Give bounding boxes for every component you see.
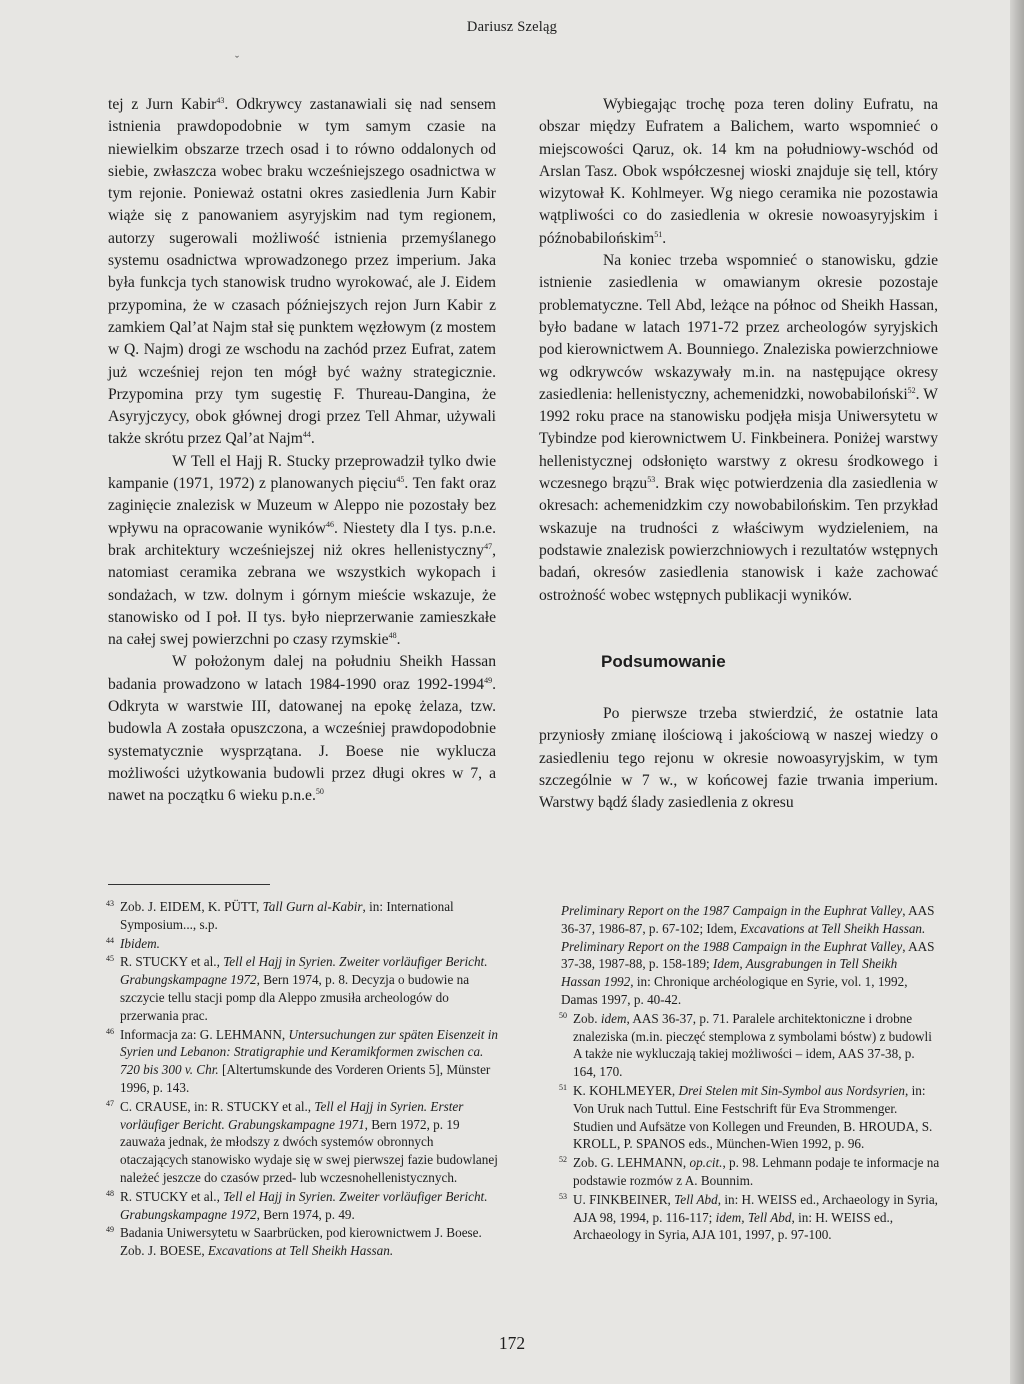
footnote-number: 44 [106,935,114,945]
text-run: . [662,229,667,247]
text-run: . Brak więc potwierdzenia dla zasiedlenia w okresach: achemenidzkim czy nowobabilońskim. Ten przykład wskazuje na trudności z właściwym wydzieleniem, na podstawie znalezisk powierzchniowych i rezultatów wstępnych badań, okresów zasiedlenia stanowisk i każe zachować ostrożność wobec wstępnych publikacji wyników. [539,475,938,604]
footnotes-left [108,898,498,1261]
text-run: . [310,430,315,448]
text-run: R. STUCKY et al., [120,1188,224,1204]
italic-title: Excavations at Tell Sheikh Hassan. [207,1243,394,1259]
footnotes-right [561,902,940,1245]
text-run: tej z Jurn Kabir [108,96,217,113]
footnote-number: 43 [106,899,114,908]
footnote [108,935,498,953]
text-run: , in: Von Uruk nach Tuttul. Eine Festschrift für Eva Strommenger. Studien und Aufsätze von Kollegen und Freunden, B. HROUDA, S. KROLL, P. SPANOS eds., München-Wien 1992, p. 96. [573,1082,933,1152]
paragraph [108,451,496,652]
paragraph [108,651,496,807]
section-heading: Podsumowanie [601,651,726,671]
text-run: , natomiast ceramika zebrana we wszystkich wykopach i sondażach, w tzw. dolnym i górnym mieście wskazuje, że stanowisko od I poł. II tys. było nieprzerwanie zamieszkałe na całej swej powierzchni po czasy rzymskie [108,541,496,649]
footnote-ref[interactable]: 48 [388,631,397,641]
text-run: , in: H. WEISS ed., Archaeology in Syria, AJA 101, 1997, p. 97-100. [573,1209,894,1243]
italic-title: Preliminary Report on the 1987 Campaign in the Euphrat Valley [561,903,903,918]
text-run: R. STUCKY et al., [120,954,224,970]
italic-title: idem [600,1010,627,1026]
text-run: , Bern 1974, p. 8. Decyzja o budowie na szczycie tellu stacji pomp dla Aleppo zmusiła archeologów do przerwania prac. [120,972,470,1023]
text-run: [Altertumskunde des Vorderen Orients 5], Münster 1996, p. 143. [120,1062,491,1095]
footnote-ref[interactable]: 50 [315,787,324,797]
text-run: Zob. [573,1010,601,1026]
paragraph [108,94,496,451]
text-run: Na koniec trzeba wspomnieć o stanowisku, gdzie istnienie zasiedlenia w omawianym okresie pozostaje problematyczne. Tell Abd, leżące na północ od Sheikh Hassan, było badane w latach 1971-72 przez archeologów syryjskich pod kierownictwem A. Bounniego. Znaleziska powierzchniowe wg odkrywców wskazywały m.in. na następujące okresy zasiedlenia: hellenistyczny, achemenidzki, nowobabiloński [539,252,938,403]
scan-edge [1010,0,1024,1384]
footnote-ref[interactable]: 43 [216,96,225,105]
text-run: . Odkryta w warstwie III, datowanej na epokę żelaza, tzw. budowla A została opuszczona, a wcześniej prawdopodobnie systematycznie wysprzątana. J. Boese nie wyklucza możliwości użytkowania budowli przez długi okres w 7, a nawet na początku 6 wieku p.n.e. [108,675,496,805]
text-run: K. KOHLMEYER, [573,1082,679,1098]
right-column [539,94,938,815]
text-run: , in: H. WEISS ed., Archaeology in Syria, AJA 98, 1994, p. 116-117; [573,1191,938,1225]
paragraph [539,250,938,607]
footnote-number: 52 [559,1155,567,1165]
footnote-continuation [561,902,940,1009]
text-run: W położonym dalej na południu Sheikh Hassan badania prowadzono w latach 1984-1990 oraz 1992-1994 [108,653,496,693]
text-run: , Bern 1974, p. 49. [256,1206,355,1222]
text-run: , AAS 36-37, p. 71. Paralele architektoniczne i drobne znaleziska (m.in. pieczęć stemplowa z symbolami bóstw) z budowli A także nie wykluczają takiej możliwości – idem, AAS 37-38, p. 164, 170. [573,1010,932,1080]
italic-title: Idem, Ausgrabungen in Tell Sheikh Hassan 1992 [561,956,898,990]
scan-mark: ˇ [235,53,239,67]
footnote-number: 51 [559,1082,567,1092]
footnote-divider [108,884,270,885]
footnote-ref[interactable]: 53 [647,475,656,485]
footnote [108,1098,498,1187]
italic-title: op.cit. [689,1155,723,1171]
text-run: . W 1992 roku prace na stanowisku podjęła misja Uniwersytetu w Tybindze pod kierownictwem U. Finkbeinera. Poniżej warstwy hellenistycznej odsłonięto warstwy z okresu środkowego i wczesnego brązu [539,385,939,493]
text-run: , AAS 36-37, 1986-87, p. 67-102; Idem, [561,903,935,936]
italic-title: Tell el Hajj in Syrien. Erster vorläufiger Bericht. Grabungskampagne 1971 [120,1098,464,1132]
italic-title: Untersuchungen zur späten Eisenzeit in Syrien und Lebanon: Stratigraphie und Keramikformen zwischen ca. 720 bis 300 v. Chr. [120,1026,498,1078]
text-run: . Odkrywcy zastanawiali się nad sensem istnienia prawdopodobnie w tym samym czasie na niewielkim obszarze trzech osad i to równo oddalonych od siebie, zwłaszcza wobec braku wcześniejszego osadnictwa w tym rejonie. Ponieważ ostatni okres zasiedlenia Jurn Kabir wiąże się z panowaniem asyryjskim nad tym regionem, autorzy sugerowali możliwość istnienia przemyślanego systemu osadnictwa wprowadzonego przez imperium. Jaka była funkcja tych stanowisk trudno wyrokować, ale J. Eidem przypomina, że w czasach późniejszych rejon Jurn Kabir z zamkiem Qal’at Najm stał się punktem węzłowym (z mostem w Q. Najm) drogi ze wschodu na zachód przez Eufrat, zatem już wcześniej rejon ten mógł być ważny strategicznie. Przypomina przy tym sugestię F. Thureau-Dangina, że Asyryjczycy, obok głównej drogi przez Tell Ahmar, używali także skrótu przez Qal’at Najm [108,96,496,448]
footnote [108,898,498,934]
italic-title: Tell Abd [674,1191,718,1207]
footnote-number: 53 [559,1191,567,1201]
text-run: Badania Uniwersytetu w Saarbrücken, pod kierownictwem J. Boese. Zob. J. BOESE, [120,1225,482,1259]
left-column [108,94,496,808]
text-run: , in: Chronique archéologique en Syrie, vol. 1, 1992, Damas 1997, p. 40-42. [561,974,908,1007]
text-run: , AAS 37-38, 1987-88, p. 158-189; [561,938,935,972]
text-run: Zob. G. LEHMANN, [573,1155,690,1171]
footnote [561,1154,940,1190]
footnote-ref[interactable]: 52 [907,385,916,395]
page-number: 172 [498,1333,526,1353]
text-run: , Bern 1972, p. 19 zauważa jednak, że młodszy z dwóch systemów obronnych otaczających stanowisko wydaje się w swej pierwszej fazie budowlanej należeć jeszcze do czasów przed- lub wczesnohellenistycznych. [120,1116,498,1185]
text-run: C. CRAUSE, in: R. STUCKY et al., [120,1098,315,1114]
italic-title: Excavations at Tell Sheikh Hassan. Preliminary Report on the 1988 Campaign in the Euphrat Valley [561,920,926,954]
footnote-number: 46 [106,1026,114,1036]
italic-title: Tell el Hajj in Syrien. Zweiter vorläufiger Bericht. Grabungskampagne 1972 [120,954,488,988]
footnote-ref[interactable]: 49 [484,675,493,685]
footnote-ref[interactable]: 45 [396,475,405,485]
footnote-ref[interactable]: 51 [654,229,663,239]
footnote-number: 50 [559,1010,567,1020]
text-run: . [396,631,401,649]
footnote-ref[interactable]: 47 [484,541,493,551]
footnote-number: 47 [106,1098,114,1108]
text-run: , p. 98. Lehmann podaje te informacje na podstawie rozmów z A. Bounnim. [573,1155,940,1188]
running-header: Dariusz Szeląg [466,19,558,35]
text-run: , in: International Symposium..., s.p. [120,899,454,932]
footnote [108,1026,498,1097]
text-run: Zob. J. EIDEM, K. PÜTT, [120,899,263,914]
footnote [561,1082,940,1153]
text-run: . Niestety dla I tys. p.n.e. brak architektury wcześniejszej niż okres hellenistyczny [108,519,496,559]
text-run: U. FINKBEINER, [573,1191,675,1207]
footnote [108,1188,498,1224]
footnote [561,1191,940,1244]
footnote-ref[interactable]: 46 [326,519,334,529]
italic-title: Tall Gurn al-Kabir [262,899,363,914]
text-run: W Tell el Hajj R. Stucky przeprowadził tylko dwie kampanie (1971, 1972) z planowanych pięciu [108,452,496,493]
footnote-number: 45 [106,954,114,964]
italic-title: Tell el Hajj in Syrien. Zweiter vorläufiger Bericht. Grabungskampagne 1972 [120,1188,488,1222]
footnote-number: 49 [106,1225,114,1235]
italic-title: idem, Tell Abd [715,1209,792,1225]
paragraph: Po pierwsze trzeba stwierdzić, że ostatnie lata przyniosły zmianę ilościową i jakościową w naszej wiedzy o zasiedleniu tego rejonu w okresie nowoasyryjskim, w tym szczególnie w 7 w., w końcowej fazie trwania imperium. Warstwy bądź ślady zasiedlenia z okresu [539,705,938,812]
footnote-number: 48 [106,1188,114,1198]
italic-title: Drei Stelen mit Sin-Symbol aus Nordsyrien [678,1082,905,1098]
footnote [108,1224,498,1260]
paragraph [539,94,938,250]
text-run: Wybiegając trochę poza teren doliny Eufratu, na obszar między Eufratem a Balichem, warto wspomnieć o miejscowości Qaruz, ok. 14 km na południowy-wschód od Arslan Tasz. Obok współczesnej wioski znajduje się tell, który wizytował K. Kohlmeyer. Wg niego ceramika nie pozostawia wątpliwości co do zasiedlenia w okresie nowoasyryjskim i późnobabilońskim [539,96,938,247]
text-run: Informacja za: G. LEHMANN, [120,1026,289,1042]
footnote-ref[interactable]: 44 [302,430,311,440]
footnote [108,953,498,1024]
text-run: . Ten fakt oraz zaginięcie znalezisk w Muzeum w Aleppo nie pozostały bez wpływu na opracowanie wyników [108,475,497,537]
italic-title: Ibidem. [120,935,160,951]
footnote [561,1010,940,1081]
